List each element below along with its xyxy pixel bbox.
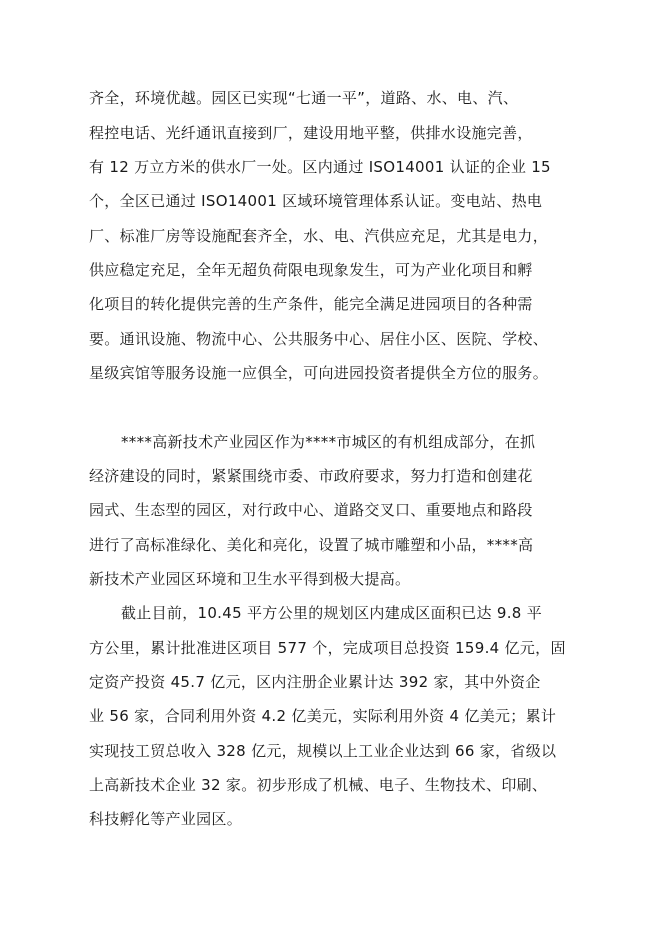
text-line: 齐全，环境优越。园区已实现“七通一平”，道路、水、电、汽、	[89, 89, 519, 107]
text-line: 供应稳定充足，全年无超负荷限电现象发生，可为产业化项目和孵	[89, 261, 533, 279]
text-line: 进行了高标准绿化、美化和亮化，设置了城市雕塑和小品，****高	[89, 536, 534, 554]
text-line: 实现技工贸总收入 328 亿元，规模以上工业企业达到 66 家，省级以	[89, 742, 557, 760]
text-line: 截止目前，10.45 平方公里的规划区内建成区面积已达 9.8 平	[121, 604, 543, 622]
text-line: 化项目的转化提供完善的生产条件，能完全满足进园项目的各种需	[89, 295, 533, 313]
text-line: 业 56 家，合同利用外资 4.2 亿美元，实际利用外资 4 亿美元；累计	[89, 707, 557, 725]
text-line: 星级宾馆等服务设施一应俱全，可向进园投资者提供全方位的服务。	[89, 364, 549, 382]
text-line: 方公里，累计批准进区项目 577 个，完成项目总投资 159.4 亿元，固	[89, 639, 566, 657]
text-line: ****高新技术产业园区作为****市城区的有机组成部分，在抓	[121, 433, 536, 451]
text-line: 厂、标准厂房等设施配套齐全，水、电、汽供应充足，尤其是电力，	[89, 227, 549, 245]
text-line: 个，全区已通过 ISO14001 区域环境管理体系认证。变电站、热电	[89, 192, 543, 210]
text-line: 定资产投资 45.7 亿元，区内注册企业累计达 392 家，其中外资企	[89, 673, 541, 691]
text-line: 新技术产业园区环境和卫生水平得到极大提高。	[89, 570, 411, 588]
text-line: 上高新技术企业 32 家。初步形成了机械、电子、生物技术、印刷、	[89, 776, 548, 794]
text-line: 经济建设的同时，紧紧围绕市委、市政府要求，努力打造和创建花	[89, 467, 533, 485]
text-line: 程控电话、光纤通讯直接到厂，建设用地平整，供排水设施完善，	[89, 124, 533, 142]
text-line: 要。通讯设施、物流中心、公共服务中心、居住小区、医院、学校、	[89, 330, 549, 348]
text-line: 有 12 万立方米的供水厂一处。区内通过 ISO14001 认证的企业 15	[89, 158, 551, 176]
text-line: 园式、生态型的园区，对行政中心、道路交叉口、重要地点和路段	[89, 501, 533, 519]
text-line: 科技孵化等产业园区。	[89, 810, 243, 828]
